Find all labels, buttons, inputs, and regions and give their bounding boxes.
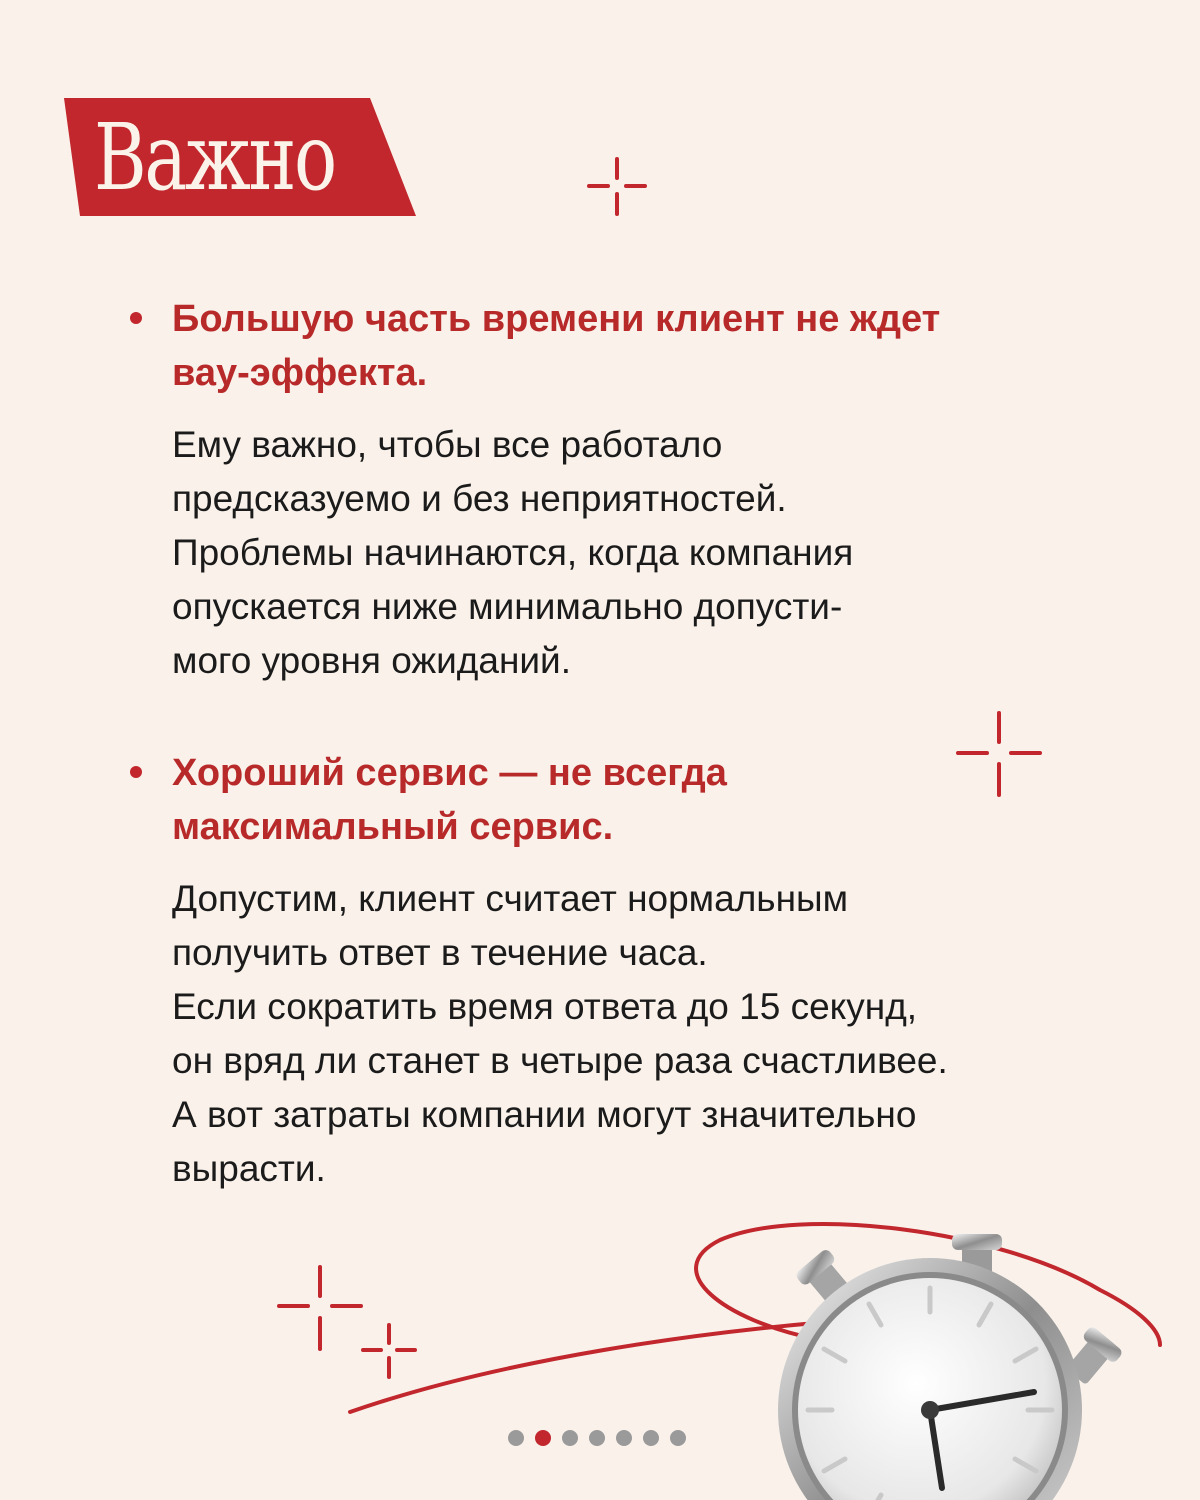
item-text: Допустим, клиент считает нормальным получить ответ в течение часа. Если сократить время ответа до 15 секунд, он вряд ли станет в четыре раза счастливее. А вот затраты компании могут значительно вырасти. — [172, 878, 948, 1189]
pagination — [508, 1430, 686, 1446]
pagination-dot[interactable] — [643, 1430, 659, 1446]
item-heading: Большую часть времени клиент не ждет вау-эффекта. — [172, 298, 941, 394]
pagination-dot[interactable] — [535, 1430, 551, 1446]
item-heading: Хороший сервис — не всегда максимальный сервис. — [172, 752, 727, 848]
item-text: Ему важно, чтобы все работало предсказуемо и без неприятностей. Проблемы начинаются, когда компания опускается ниже минимально допусти- мого уровня ожиданий. — [172, 424, 854, 681]
pagination-dot[interactable] — [616, 1430, 632, 1446]
pagination-dot[interactable] — [670, 1430, 686, 1446]
pagination-dot[interactable] — [508, 1430, 524, 1446]
stopwatch-icon — [700, 1220, 1200, 1500]
pagination-dot[interactable] — [562, 1430, 578, 1446]
pagination-dot[interactable] — [589, 1430, 605, 1446]
page-title: Важно — [94, 104, 335, 211]
